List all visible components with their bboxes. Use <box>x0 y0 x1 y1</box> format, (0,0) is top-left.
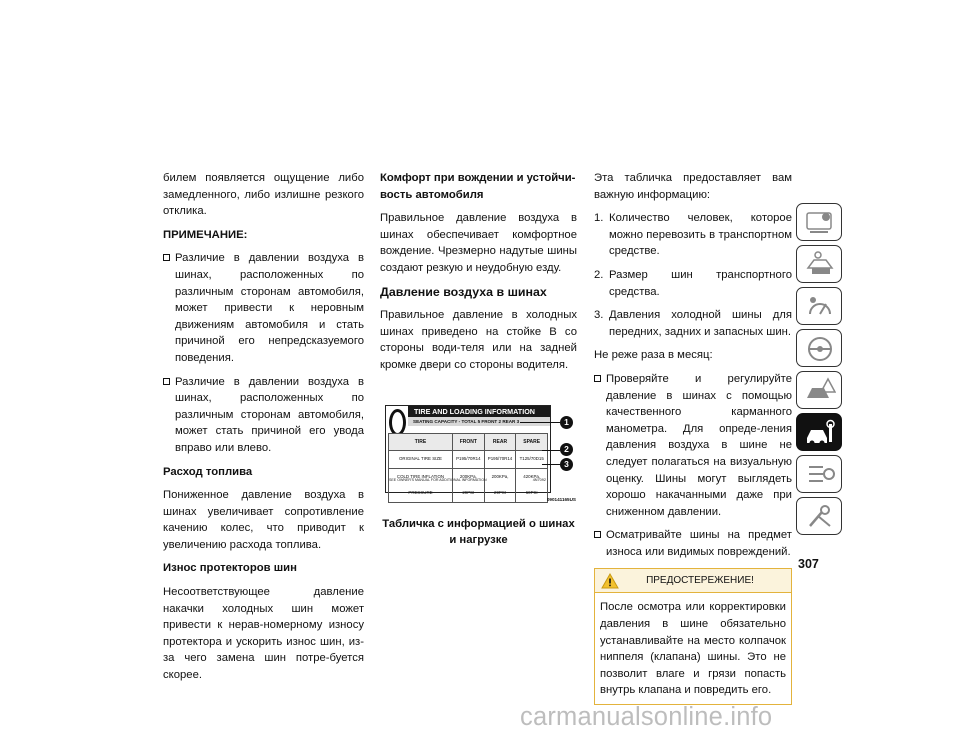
car-service-icon <box>804 418 836 448</box>
tire-label-figure <box>380 400 577 510</box>
callout-2: 2 <box>560 443 573 456</box>
monthly-bullet: Проверяйте и регулируйте давление в шинах с помощью качественного карманного манометра. Для опреде-ления давления воздуха в шине не следует полагаться на визуальную оценку. Шины могут выглядеть хорошо накачанными даже при сниженном давлении. <box>594 371 792 520</box>
callout-1: 1 <box>560 416 573 429</box>
placard-part-number: 4N7092 <box>532 477 546 482</box>
paragraph-fuel: Пониженное давление воздуха в шинах увеличивает сопротивление качению колес, что приводит к увеличению расхода топлива. <box>163 489 364 551</box>
callout-line <box>542 464 560 465</box>
car-warning-icon <box>804 376 836 406</box>
paragraph-intro: билем появляется ощущение либо замедленного, либо излишне резкого отклика. <box>163 172 364 218</box>
table-row: COLD TIRE INFLATION PRESSURE 200KPa, 29PSI 200KPa, 29PSI 420KPa, 60PSI <box>389 468 548 502</box>
section-heading-comfort: Комфорт при вождении и устойчи-вость автомобиля <box>380 172 576 201</box>
steering-wheel-icon <box>804 334 836 364</box>
callout-3: 3 <box>560 458 573 471</box>
side-tab-dashboard[interactable] <box>796 287 842 325</box>
warning-title: ПРЕДОСТЕРЕЖЕНИЕ! <box>646 575 754 587</box>
checkbox-bullet-icon <box>163 378 170 385</box>
maintenance-list-icon <box>804 460 836 490</box>
note-bullet: Различие в давлении воздуха в шинах, расположенных по различным сторонам автомобиля, может стать причиной его увода вправо или влево. <box>163 374 364 457</box>
car-info-icon <box>804 208 836 238</box>
car-key-icon <box>804 250 836 280</box>
callout-line <box>520 422 560 423</box>
warning-triangle-icon <box>601 573 619 589</box>
table-row: TIRE FRONT REAR SPARE <box>389 433 548 451</box>
side-tab-maintenance[interactable] <box>796 455 842 493</box>
checkbox-bullet-icon <box>594 531 601 538</box>
checkbox-bullet-icon <box>594 375 601 382</box>
monthly-bullet: Осматривайте шины на предмет износа или видимых повреждений. <box>594 527 792 560</box>
dashboard-icon <box>804 292 836 322</box>
section-heading-pressure: Давление воздуха в шинах <box>380 284 547 299</box>
warning-text: После осмотра или корректировки давления в шине обязательно устанавливайте на место колпачок ниппеля (клапана) шины. Это не позволит влаге и грязи попасть внутрь клапана и повредить его. <box>600 601 786 697</box>
section-heading-fuel: Расход топлива <box>163 465 253 478</box>
section-heading-wear: Износ протекторов шин <box>163 562 297 575</box>
paragraph-comfort: Правильное давление воздуха в шинах обеспечивает комфортное вождение. Чрезмерно надутые шины создают резкую и неудобную езду. <box>380 212 577 274</box>
right-column <box>594 170 792 705</box>
watermark: carmanualsonline.info <box>520 703 773 731</box>
note-bullet: Различие в давлении воздуха в шинах, расположенных по различным сторонам автомобиля, может привести к неровным движениям автомобиля и стать причиной его непредсказуемого поведения. <box>163 250 364 366</box>
page-number: 307 <box>798 557 819 571</box>
figure-caption: Табличка с информацией о шинах и нагрузке <box>382 517 575 547</box>
paragraph-info: Эта табличка предоставляет вам важную информацию: <box>594 172 792 201</box>
list-item: 1. Количество человек, которое можно перевозить в транспортном средстве. <box>594 212 792 258</box>
tools-icon <box>804 502 836 532</box>
paragraph-wear: Несоответствующее давление накачки холодных шин может привести к нерав-номерному износу протектора и ускорить износ шин, из-за чего замена шин потре-буется скорее. <box>163 586 364 682</box>
side-tab-specs[interactable] <box>796 497 842 535</box>
list-item: 2. Размер шин транспортного средства. <box>594 268 792 298</box>
paragraph-monthly: Не реже раза в месяц: <box>594 349 713 362</box>
placard-table <box>388 433 548 503</box>
seating-capacity: SEATING CAPACITY - TOTAL 5 FRONT 2 REAR 3 <box>408 417 550 426</box>
callout-line <box>542 450 560 451</box>
side-tab-emergency[interactable] <box>796 371 842 409</box>
side-tab-keys[interactable] <box>796 245 842 283</box>
table-row: ORIGINAL TIRE SIZE P195/70R14 P195/70R14 T125/70D15 <box>389 451 548 469</box>
checkbox-bullet-icon <box>163 254 170 261</box>
middle-column <box>380 170 577 549</box>
tire-icon <box>389 409 406 436</box>
list-item: 3. Давления холодной шины для передних, задних и запасных шин. <box>594 309 792 338</box>
side-tab-car-info[interactable] <box>796 203 842 241</box>
side-tab-service[interactable] <box>796 413 842 451</box>
warning-box <box>594 568 792 705</box>
placard-title: TIRE AND LOADING INFORMATION <box>408 406 550 417</box>
figure-id: 090141165US <box>546 496 576 502</box>
tire-placard <box>385 405 551 496</box>
left-column <box>163 170 364 691</box>
warning-header <box>595 569 791 593</box>
note-heading: ПРИМЕЧАНИЕ: <box>163 228 248 241</box>
paragraph-pressure: Правильное давление в холодных шинах приведено на стойке B со стороны води-теля или на задней кромке двери со стороны водителя. <box>380 309 577 371</box>
placard-footnote: SEE OWNER'S MANUAL FOR ADDITIONAL INFORMATION <box>389 477 487 482</box>
side-tab-driving[interactable] <box>796 329 842 367</box>
